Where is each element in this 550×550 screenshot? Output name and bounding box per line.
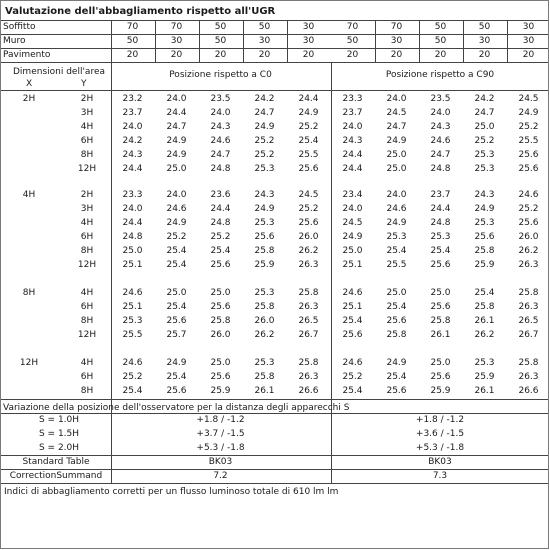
- ugr-c0-value: 25.0: [166, 288, 187, 298]
- ugr-c90-value: 25.2: [518, 204, 539, 214]
- ugr-c0-value: 24.7: [210, 150, 231, 160]
- ugr-c0-value: 24.6: [166, 204, 187, 214]
- ugr-c90-value: 24.7: [474, 108, 495, 118]
- ugr-c0-value: 25.2: [210, 232, 231, 242]
- reflectance-value: 50: [258, 22, 271, 32]
- reflectance-value: 30: [258, 36, 271, 46]
- reflectance-value: 70: [126, 22, 139, 32]
- ugr-c0-value: 25.6: [210, 372, 231, 382]
- ugr-c90-value: 26.1: [430, 330, 451, 340]
- ugr-c0-value: 25.7: [166, 330, 187, 340]
- h-rule: [1, 62, 548, 63]
- ugr-c0-value: 24.9: [166, 218, 187, 228]
- reflectance-value: 20: [390, 50, 403, 60]
- y-label: Y: [81, 79, 87, 89]
- ugr-c90-value: 26.1: [474, 386, 495, 396]
- ugr-c90-value: 24.9: [342, 232, 363, 242]
- ugr-c0-value: 25.4: [166, 246, 187, 256]
- ugr-c90-value: 25.8: [518, 288, 539, 298]
- reflectance-value: 70: [346, 22, 359, 32]
- ugr-c90-value: 25.5: [386, 260, 407, 270]
- area-y: 6H: [80, 372, 94, 382]
- ugr-c90-value: 23.4: [342, 190, 363, 200]
- ugr-c0-value: 25.9: [210, 386, 231, 396]
- ugr-c0-value: 26.7: [298, 330, 319, 340]
- ugr-c90-value: 25.8: [518, 358, 539, 368]
- ugr-c90-value: 26.5: [518, 316, 539, 326]
- ugr-c0-value: 25.6: [298, 164, 319, 174]
- h-rule: [1, 483, 548, 484]
- ugr-c90-value: 24.7: [430, 150, 451, 160]
- ugr-c0-value: 23.2: [122, 94, 143, 104]
- ugr-c90-value: 24.0: [386, 190, 407, 200]
- ugr-c90-value: 25.4: [342, 316, 363, 326]
- ugr-c90-value: 24.0: [430, 108, 451, 118]
- ugr-c0-value: 26.1: [254, 386, 275, 396]
- ugr-c0-value: 25.9: [254, 260, 275, 270]
- ugr-c0-value: 24.9: [166, 150, 187, 160]
- ugr-c0-value: 26.3: [298, 302, 319, 312]
- ugr-c0-value: 25.8: [254, 302, 275, 312]
- ugr-c0-value: 24.9: [166, 358, 187, 368]
- correction-label: CorrectionSummand: [9, 471, 103, 481]
- spacing-c90: +1.8 / -1.2: [415, 415, 465, 425]
- ugr-c0-value: 25.6: [298, 218, 319, 228]
- ugr-c90-value: 25.4: [386, 246, 407, 256]
- correction-c90: 7.3: [432, 471, 448, 481]
- area-y: 4H: [80, 122, 94, 132]
- spacing-c0: +1.8 / -1.2: [196, 415, 245, 425]
- ugr-c90-value: 25.3: [474, 164, 495, 174]
- ugr-c0-value: 25.5: [122, 330, 143, 340]
- ugr-c0-value: 25.3: [254, 164, 275, 174]
- ugr-c90-value: 23.5: [430, 94, 451, 104]
- correction-c0: 7.2: [213, 471, 228, 481]
- ugr-c0-value: 25.1: [122, 260, 143, 270]
- reflectance-value: 20: [126, 50, 139, 60]
- ugr-c0-value: 26.0: [210, 330, 231, 340]
- ugr-c0-value: 26.3: [298, 372, 319, 382]
- reflectance-value: 20: [302, 50, 315, 60]
- ugr-c0-value: 24.0: [210, 108, 231, 118]
- ugr-c0-value: 25.5: [298, 150, 319, 160]
- ugr-c90-value: 24.4: [342, 150, 363, 160]
- ugr-c0-value: 25.2: [254, 136, 275, 146]
- c0-label: Posizione rispetto a C0: [169, 70, 272, 80]
- ugr-c90-value: 25.2: [518, 122, 539, 132]
- ugr-c90-value: 25.6: [342, 330, 363, 340]
- area-y: 4H: [80, 358, 94, 368]
- variation-label: Variazione della posizione dell'osservatore per la distanza degli apparecchi S: [3, 403, 350, 413]
- ugr-c90-value: 24.0: [342, 204, 363, 214]
- ugr-c0-value: 24.4: [298, 94, 319, 104]
- ugr-c0-value: 24.2: [122, 136, 143, 146]
- ugr-c0-value: 25.6: [210, 260, 231, 270]
- reflectance-value: 50: [434, 22, 447, 32]
- ugr-c90-value: 26.1: [474, 316, 495, 326]
- ugr-c0-value: 25.1: [122, 302, 143, 312]
- ugr-c0-value: 25.8: [254, 246, 275, 256]
- ugr-c0-value: 24.4: [122, 218, 143, 228]
- area-y: 8H: [80, 150, 94, 160]
- ugr-c90-value: 25.6: [518, 150, 539, 160]
- ugr-c0-value: 24.2: [254, 94, 275, 104]
- ugr-c90-value: 24.9: [474, 204, 495, 214]
- ugr-c90-value: 25.6: [430, 302, 451, 312]
- ugr-c90-value: 25.3: [474, 218, 495, 228]
- ugr-c90-value: 24.9: [386, 218, 407, 228]
- ugr-c90-value: 25.3: [430, 232, 451, 242]
- spacing-c90: +3.6 / -1.5: [415, 429, 465, 439]
- ugr-c90-value: 24.8: [430, 218, 451, 228]
- ugr-c90-value: 25.8: [386, 330, 407, 340]
- reflectance-value: 20: [434, 50, 447, 60]
- ugr-c0-value: 24.3: [122, 150, 143, 160]
- area-y: 12H: [77, 260, 97, 270]
- ugr-c90-value: 25.6: [386, 316, 407, 326]
- ugr-c0-value: 26.5: [298, 316, 319, 326]
- reflectance-value: 20: [346, 50, 359, 60]
- ugr-c90-value: 25.3: [386, 232, 407, 242]
- reflectance-value: 20: [170, 50, 183, 60]
- ugr-c0-value: 26.6: [298, 386, 319, 396]
- reflectance-label: Soffitto: [3, 22, 36, 32]
- reflectance-value: 50: [126, 36, 139, 46]
- reflectance-label: Muro: [3, 36, 26, 46]
- ugr-c0-value: 24.8: [210, 218, 231, 228]
- ugr-c0-value: 23.5: [210, 94, 231, 104]
- ugr-c0-value: 24.0: [122, 122, 143, 132]
- ugr-c90-value: 25.0: [386, 164, 407, 174]
- area-y: 8H: [80, 316, 94, 326]
- ugr-c90-value: 25.4: [386, 372, 407, 382]
- ugr-c90-value: 24.3: [474, 190, 495, 200]
- ugr-c90-value: 25.3: [474, 358, 495, 368]
- reflectance-value: 30: [170, 36, 183, 46]
- ugr-c0-value: 25.6: [254, 232, 275, 242]
- standard-table-c0: BK03: [208, 457, 233, 467]
- ugr-c90-value: 24.6: [518, 190, 539, 200]
- ugr-c0-value: 25.3: [254, 218, 275, 228]
- c90-label: Posizione rispetto a C90: [385, 70, 495, 80]
- ugr-c90-value: 24.8: [430, 164, 451, 174]
- dimensions-label: Dimensioni dell'area: [13, 67, 105, 77]
- ugr-c0-value: 24.0: [122, 204, 143, 214]
- spacing-c90: +5.3 / -1.8: [415, 443, 465, 453]
- ugr-c0-value: 24.9: [298, 108, 319, 118]
- ugr-c90-value: 24.9: [386, 358, 407, 368]
- ugr-c0-value: 26.0: [254, 316, 275, 326]
- ugr-c0-value: 25.8: [298, 288, 319, 298]
- ugr-c0-value: 24.7: [254, 108, 275, 118]
- ugr-c0-value: 25.3: [254, 358, 275, 368]
- ugr-c90-value: 23.3: [342, 94, 363, 104]
- reflectance-value: 50: [214, 36, 227, 46]
- area-y: 2H: [80, 94, 94, 104]
- ugr-c90-value: 25.6: [430, 372, 451, 382]
- ugr-c0-value: 24.4: [122, 164, 143, 174]
- ugr-c90-value: 25.0: [430, 358, 451, 368]
- ugr-c90-value: 25.0: [430, 288, 451, 298]
- ugr-c90-value: 23.7: [342, 108, 363, 118]
- ugr-c90-value: 24.3: [430, 122, 451, 132]
- ugr-c0-value: 25.2: [122, 372, 143, 382]
- ugr-c0-value: 25.2: [298, 122, 319, 132]
- ugr-c0-value: 24.7: [166, 122, 187, 132]
- reflectance-value: 20: [214, 50, 227, 60]
- ugr-c0-value: 25.4: [166, 260, 187, 270]
- ugr-c90-value: 26.7: [518, 330, 539, 340]
- ugr-c0-value: 25.2: [166, 232, 187, 242]
- footnote: Indici di abbagliamento corretti per un flusso luminoso totale di 610 lm lm: [4, 487, 339, 497]
- ugr-c0-value: 26.2: [298, 246, 319, 256]
- ugr-c90-value: 25.0: [386, 288, 407, 298]
- ugr-c90-value: 24.6: [342, 358, 363, 368]
- ugr-c90-value: 24.5: [386, 108, 407, 118]
- ugr-c0-value: 25.0: [210, 288, 231, 298]
- ugr-c90-value: 24.2: [474, 94, 495, 104]
- standard-table-c90: BK03: [428, 457, 452, 467]
- ugr-c90-value: 25.0: [342, 246, 363, 256]
- ugr-c0-value: 25.2: [254, 150, 275, 160]
- ugr-c90-value: 25.4: [474, 288, 495, 298]
- ugr-c90-value: 25.6: [386, 386, 407, 396]
- area-y: 3H: [80, 204, 94, 214]
- ugr-c0-value: 24.3: [254, 190, 275, 200]
- ugr-c90-value: 25.2: [342, 372, 363, 382]
- area-y: 4H: [80, 218, 94, 228]
- ugr-c90-value: 24.9: [518, 108, 539, 118]
- ugr-c90-value: 26.2: [518, 246, 539, 256]
- ugr-c0-value: 25.6: [166, 386, 187, 396]
- ugr-c90-value: 25.4: [342, 386, 363, 396]
- ugr-c90-value: 25.4: [430, 246, 451, 256]
- ugr-c0-value: 24.9: [166, 136, 187, 146]
- spacing-label: S = 1.0H: [38, 415, 80, 425]
- page-title: Valutazione dell'abbagliamento rispetto all'UGR: [5, 6, 276, 17]
- ugr-c0-value: 25.8: [298, 358, 319, 368]
- ugr-c0-value: 24.9: [254, 204, 275, 214]
- ugr-c90-value: 24.6: [342, 288, 363, 298]
- ugr-c90-value: 25.8: [430, 316, 451, 326]
- ugr-c0-value: 23.3: [122, 190, 143, 200]
- ugr-c90-value: 25.9: [430, 386, 451, 396]
- ugr-c0-value: 25.4: [166, 372, 187, 382]
- reflectance-value: 30: [390, 36, 403, 46]
- ugr-c90-value: 26.6: [518, 386, 539, 396]
- ugr-c90-value: 24.4: [342, 164, 363, 174]
- reflectance-value: 50: [478, 22, 491, 32]
- ugr-c90-value: 25.6: [518, 218, 539, 228]
- ugr-c90-value: 24.6: [430, 136, 451, 146]
- ugr-c90-value: 24.6: [386, 204, 407, 214]
- ugr-c0-value: 26.3: [298, 260, 319, 270]
- ugr-c0-value: 24.0: [166, 94, 187, 104]
- area-x: 2H: [22, 94, 36, 104]
- ugr-c90-value: 23.7: [430, 190, 451, 200]
- ugr-c90-value: 25.3: [474, 150, 495, 160]
- area-y: 4H: [80, 288, 94, 298]
- ugr-c90-value: 24.3: [342, 136, 363, 146]
- ugr-c90-value: 26.0: [518, 232, 539, 242]
- ugr-c0-value: 23.7: [122, 108, 143, 118]
- reflectance-value: 30: [302, 22, 315, 32]
- ugr-c90-value: 25.4: [386, 302, 407, 312]
- ugr-c90-value: 25.8: [474, 246, 495, 256]
- ugr-c90-value: 25.1: [342, 302, 363, 312]
- ugr-c90-value: 24.9: [386, 136, 407, 146]
- ugr-c0-value: 25.6: [166, 316, 187, 326]
- ugr-c90-value: 25.0: [474, 122, 495, 132]
- ugr-c90-value: 24.5: [518, 94, 539, 104]
- spacing-c0: +5.3 / -1.8: [196, 443, 245, 453]
- ugr-c0-value: 24.9: [254, 122, 275, 132]
- reflectance-value: 20: [522, 50, 535, 60]
- reflectance-value: 50: [434, 36, 447, 46]
- ugr-c0-value: 25.4: [166, 302, 187, 312]
- ugr-c90-value: 24.0: [342, 122, 363, 132]
- area-y: 8H: [80, 246, 94, 256]
- area-y: 12H: [77, 164, 97, 174]
- x-label: X: [26, 79, 33, 89]
- ugr-c90-value: 25.6: [474, 232, 495, 242]
- ugr-c90-value: 25.6: [430, 260, 451, 270]
- area-y: 3H: [80, 108, 94, 118]
- reflectance-value: 70: [170, 22, 183, 32]
- ugr-c90-value: 25.8: [474, 302, 495, 312]
- spacing-label: S = 1.5H: [38, 429, 80, 439]
- ugr-c0-value: 23.6: [210, 190, 231, 200]
- area-y: 6H: [80, 136, 94, 146]
- area-y: 6H: [80, 302, 94, 312]
- reflectance-value: 30: [478, 36, 491, 46]
- area-y: 12H: [77, 330, 97, 340]
- ugr-c90-value: 24.7: [386, 122, 407, 132]
- reflectance-value: 50: [346, 36, 359, 46]
- ugr-c90-value: 25.1: [342, 260, 363, 270]
- ugr-c0-value: 25.4: [298, 136, 319, 146]
- ugr-c0-value: 25.4: [210, 246, 231, 256]
- ugr-c90-value: 26.3: [518, 372, 539, 382]
- spacing-c0: +3.7 / -1.5: [196, 429, 245, 439]
- ugr-c0-value: 25.8: [210, 316, 231, 326]
- area-x: 8H: [22, 288, 36, 298]
- ugr-c0-value: 25.0: [122, 246, 143, 256]
- ugr-c0-value: 24.8: [122, 232, 143, 242]
- reflectance-value: 30: [522, 36, 535, 46]
- ugr-c0-value: 24.4: [210, 204, 231, 214]
- ugr-c0-value: 25.3: [254, 288, 275, 298]
- spacing-label: S = 2.0H: [38, 443, 80, 453]
- ugr-c90-value: 25.2: [474, 136, 495, 146]
- ugr-c0-value: 24.6: [122, 288, 143, 298]
- ugr-c0-value: 24.5: [298, 190, 319, 200]
- ugr-c90-value: 25.9: [474, 372, 495, 382]
- area-x: 4H: [22, 190, 36, 200]
- ugr-c90-value: 26.3: [518, 302, 539, 312]
- ugr-c0-value: 24.6: [122, 358, 143, 368]
- ugr-c0-value: 25.4: [122, 386, 143, 396]
- ugr-c0-value: 25.8: [254, 372, 275, 382]
- ugr-c90-value: 24.4: [430, 204, 451, 214]
- ugr-c0-value: 24.4: [166, 108, 187, 118]
- ugr-c0-value: 24.3: [210, 122, 231, 132]
- reflectance-value: 30: [522, 22, 535, 32]
- reflectance-label: Pavimento: [3, 50, 51, 60]
- ugr-c0-value: 25.0: [166, 164, 187, 174]
- ugr-c90-value: 24.5: [342, 218, 363, 228]
- reflectance-value: 20: [258, 50, 271, 60]
- ugr-c90-value: 25.0: [386, 150, 407, 160]
- ugr-c90-value: 24.0: [386, 94, 407, 104]
- ugr-c0-value: 24.6: [210, 136, 231, 146]
- reflectance-value: 50: [214, 22, 227, 32]
- reflectance-value: 30: [302, 36, 315, 46]
- ugr-c90-value: 25.5: [518, 136, 539, 146]
- ugr-c0-value: 25.6: [210, 302, 231, 312]
- area-y: 8H: [80, 386, 94, 396]
- h-rule: [1, 399, 548, 400]
- area-x: 12H: [19, 358, 39, 368]
- ugr-c0-value: 24.0: [166, 190, 187, 200]
- ugr-c0-value: 25.0: [210, 358, 231, 368]
- area-y: 6H: [80, 232, 94, 242]
- area-y: 2H: [80, 190, 94, 200]
- ugr-c90-value: 25.9: [474, 260, 495, 270]
- ugr-c90-value: 26.3: [518, 260, 539, 270]
- ugr-c90-value: 25.6: [518, 164, 539, 174]
- standard-table-label: Standard Table: [22, 457, 90, 467]
- ugr-c0-value: 26.0: [298, 232, 319, 242]
- ugr-c0-value: 26.2: [254, 330, 275, 340]
- ugr-c0-value: 25.2: [298, 204, 319, 214]
- ugr-c0-value: 24.8: [210, 164, 231, 174]
- reflectance-value: 20: [478, 50, 491, 60]
- ugr-c90-value: 26.2: [474, 330, 495, 340]
- reflectance-value: 70: [390, 22, 403, 32]
- ugr-c0-value: 25.3: [122, 316, 143, 326]
